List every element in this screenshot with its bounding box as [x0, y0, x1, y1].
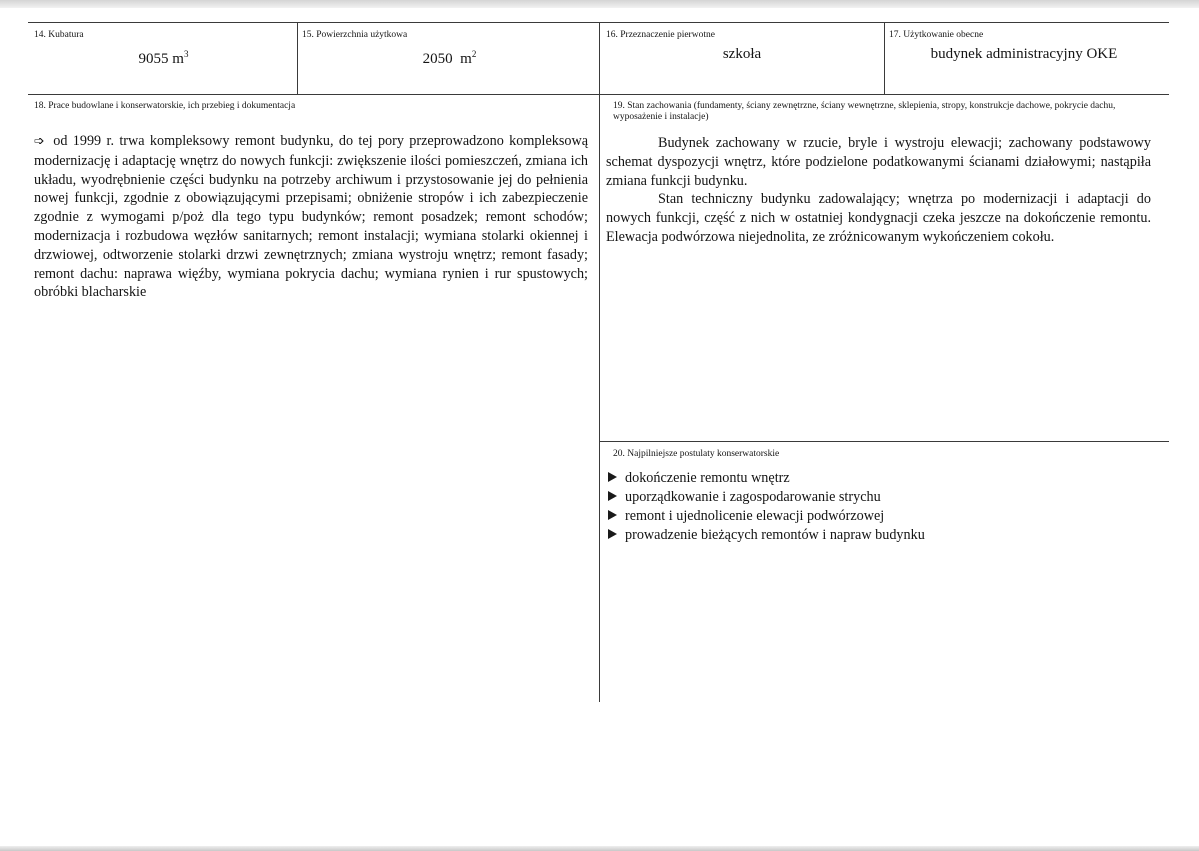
postulaty-label: 20. Najpilniejsze postulaty konserwatorskie [613, 449, 780, 459]
triangle-right-icon [608, 491, 617, 501]
list-item-text: dokończenie remontu wnętrz [625, 470, 790, 486]
scan-edge-top [0, 0, 1199, 8]
row1-bottom-border-left [28, 94, 599, 95]
list-item [608, 526, 925, 545]
list-item [608, 469, 925, 488]
list-item-text: remont i ujednolicenie elewacji podwórzowej [625, 508, 885, 524]
prace-label: 18. Prace budowlane i konserwatorskie, ich przebieg i dokumentacja [34, 101, 296, 111]
kubatura-unit-exponent: 3 [183, 49, 189, 59]
powierzchnia-value [300, 49, 599, 68]
triangle-right-icon [608, 529, 617, 539]
kubatura-label: 14. Kubatura [34, 30, 84, 40]
list-item-text: prowadzenie bieżących remontów i napraw budynku [625, 527, 925, 543]
stan-paragraph-2: Stan techniczny budynku zadowalający; wnętrza po modernizacji i adaptacji do nowych funkcji, część z nich w ostatniej kondygnacji czeka jeszcze na dokończenie remontu. Elewacja podwórzowa niejednolita, ze zróżnicowanym wykończeniem cokołu. [606, 191, 1151, 245]
list-item [608, 488, 925, 507]
prace-text [34, 132, 588, 302]
list-item [608, 507, 925, 526]
divider-14-15 [297, 22, 298, 94]
przeznaczenie-label: 16. Przeznaczenie pierwotne [606, 30, 715, 40]
row1-bottom-border-right [600, 94, 1169, 95]
powierzchnia-unit-exponent: 2 [471, 49, 477, 59]
kubatura-value [30, 49, 297, 68]
uzytkowanie-label: 17. Użytkowanie obecne [889, 30, 984, 40]
section20-top-border [600, 441, 1169, 442]
prace-body: od 1999 r. trwa kompleksowy remont budynku, do tej pory przeprowadzono kompleksową modernizację i adaptację wnętrz do nowych funkcji: zwiększenie ilości pomieszczeń, zmiana ich układu, wyodrębnienie części budynku na potrzeby archiwum i przystosowanie jej do pełnienia nowej funkcji, zgodnie z obowiązującymi przepisami; obniżenie stropów i ich zabezpieczenie zgodnie z wymogami p/poż dla tego typu budynków; remont posadzek; remont schodów; modernizacja i rozbudowa węzłów sanitarnych; remont instalacji; wymiana stolarki okiennej i drzwiowej, odtworzenie stolarki drzwi zewnętrznych; zmiana wystroju wnętrz; remont fasady; remont dachu: naprawa więźby, wymiana pokrycia dachu; wymiana rynien i rur spustowych; obróbki blacharskie [34, 133, 588, 301]
list-item-text: uporządkowanie i zagospodarowanie strychu [625, 489, 881, 505]
powierzchnia-label: 15. Powierzchnia użytkowa [302, 30, 408, 40]
stan-label: 19. Stan zachowania (fundamenty, ściany zewnętrzne, ściany wewnętrzne, sklepienia, stropy, konstrukcje dachowe, pokrycie dachu, wyposażenie i instalacje) [613, 101, 1116, 122]
powierzchnia-number: 2050 m [422, 51, 472, 67]
stan-paragraph-1: Budynek zachowany w rzucie, bryle i wystroju elewacji; zachowany podstawowy schemat dyspozycji wnętrz, które podzielone podatkowanymi ścianami działowymi; nastąpiła zmiana funkcji budynku. [606, 135, 1151, 189]
kubatura-number: 9055 m [138, 51, 184, 67]
scan-edge-bottom [0, 846, 1199, 851]
divider-16-17 [884, 22, 885, 94]
triangle-right-icon [608, 510, 617, 520]
uzytkowanie-value: budynek administracyjny OKE [930, 46, 1118, 62]
arrow-circle-right-icon: ➩ [34, 134, 45, 149]
divider-main [599, 22, 600, 702]
przeznaczenie-value: szkoła [722, 46, 762, 62]
triangle-right-icon [608, 472, 617, 482]
postulaty-list [608, 469, 925, 545]
